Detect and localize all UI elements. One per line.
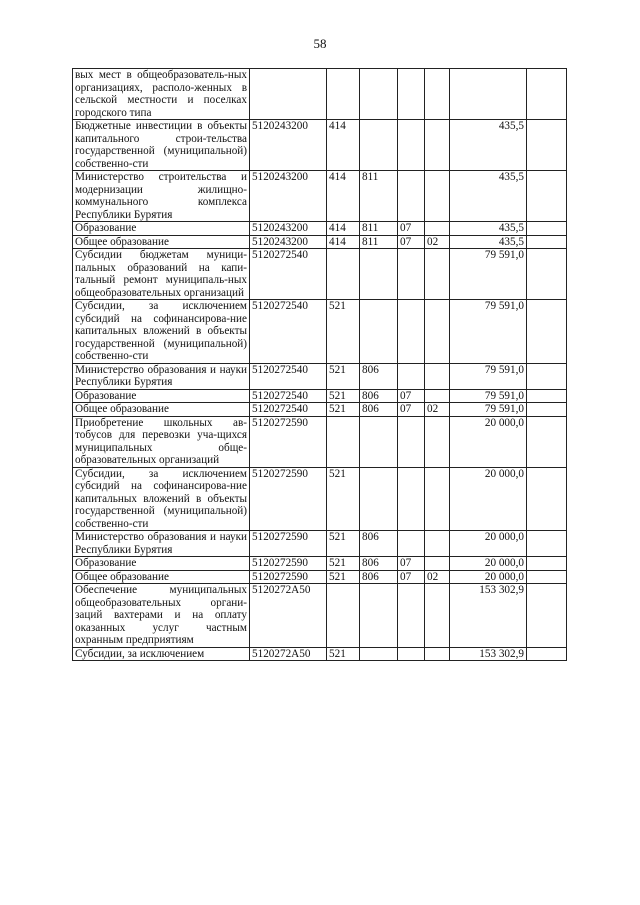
section-code-cell: 07 [398,557,425,571]
budget-holder-code-cell [360,416,398,467]
subsection-code-cell [425,363,450,389]
table-row [73,363,567,389]
section-code-cell [398,120,425,171]
empty-cell [527,222,567,236]
item-name-cell: Субсидии, за исключением субсидий на софинансирова-ние капитальных вложений в объекты государственной (муниципальной) собственно-сти [73,300,250,364]
amount-cell: 20 000,0 [450,416,527,467]
table-row [73,120,567,171]
expense-type-code-cell: 414 [327,222,360,236]
item-name-cell: Субсидии, за исключением [73,647,250,661]
amount-cell: 20 000,0 [450,531,527,557]
budget-holder-code-cell [360,467,398,531]
target-article-code-cell: 5120272540 [250,403,327,417]
expense-type-code-cell: 521 [327,403,360,417]
expense-type-code-cell: 521 [327,300,360,364]
target-article-code-cell: 5120272590 [250,531,327,557]
item-name-cell: Министерство образования и науки Республики Бурятия [73,531,250,557]
section-code-cell: 07 [398,403,425,417]
table-row [73,235,567,249]
table-row [73,222,567,236]
budget-holder-code-cell [360,584,398,648]
target-article-code-cell: 5120272540 [250,249,327,300]
table-row [73,300,567,364]
item-name-cell: Бюджетные инвестиции в объекты капитального строи-тельства государственной (муниципальной) собственно-сти [73,120,250,171]
item-name-cell: Образование [73,389,250,403]
empty-cell [527,363,567,389]
amount-cell: 435,5 [450,120,527,171]
amount-cell [450,69,527,120]
empty-cell [527,403,567,417]
budget-holder-code-cell: 806 [360,403,398,417]
budget-table [72,68,567,661]
subsection-code-cell [425,389,450,403]
table-row [73,249,567,300]
table-body [73,69,567,661]
expense-type-code-cell: 521 [327,531,360,557]
subsection-code-cell [425,120,450,171]
section-code-cell [398,69,425,120]
expense-type-code-cell: 521 [327,647,360,661]
item-name-cell: Образование [73,222,250,236]
table-row [73,467,567,531]
budget-holder-code-cell [360,120,398,171]
empty-cell [527,557,567,571]
subsection-code-cell [425,300,450,364]
section-code-cell [398,584,425,648]
amount-cell: 20 000,0 [450,557,527,571]
target-article-code-cell: 5120243200 [250,235,327,249]
item-name-cell: Министерство образования и науки Республики Бурятия [73,363,250,389]
amount-cell: 20 000,0 [450,467,527,531]
amount-cell: 435,5 [450,171,527,222]
table-row [73,584,567,648]
target-article-code-cell [250,69,327,120]
item-name-cell: Субсидии бюджетам муници-пальных образований на капи-тальный ремонт муниципаль-ных общеобразовательных организаций [73,249,250,300]
section-code-cell [398,171,425,222]
budget-holder-code-cell: 806 [360,531,398,557]
amount-cell: 79 591,0 [450,363,527,389]
table-row [73,69,567,120]
expense-type-code-cell: 521 [327,467,360,531]
section-code-cell [398,647,425,661]
budget-holder-code-cell [360,647,398,661]
target-article-code-cell: 5120272590 [250,557,327,571]
subsection-code-cell [425,222,450,236]
budget-holder-code-cell [360,69,398,120]
target-article-code-cell: 5120243200 [250,171,327,222]
budget-holder-code-cell: 806 [360,363,398,389]
subsection-code-cell [425,171,450,222]
target-article-code-cell: 5120272A50 [250,647,327,661]
expense-type-code-cell: 414 [327,235,360,249]
empty-cell [527,235,567,249]
section-code-cell: 07 [398,570,425,584]
target-article-code-cell: 5120272540 [250,389,327,403]
page-number: 58 [313,36,327,51]
empty-cell [527,467,567,531]
amount-cell: 79 591,0 [450,389,527,403]
item-name-cell: Общее образование [73,235,250,249]
expense-type-code-cell: 414 [327,120,360,171]
item-name-cell: Обеспечение муниципальных общеобразовательных органи-заций вахтерами и на оплату оказанных услуг частным охранным предприятиям [73,584,250,648]
empty-cell [527,416,567,467]
section-code-cell [398,363,425,389]
table-row [73,647,567,661]
table-row [73,389,567,403]
section-code-cell: 07 [398,222,425,236]
target-article-code-cell: 5120243200 [250,222,327,236]
subsection-code-cell [425,69,450,120]
table-row [73,570,567,584]
subsection-code-cell [425,557,450,571]
table-row [73,171,567,222]
target-article-code-cell: 5120272540 [250,363,327,389]
budget-holder-code-cell [360,300,398,364]
expense-type-code-cell [327,584,360,648]
expense-type-code-cell [327,249,360,300]
amount-cell: 435,5 [450,222,527,236]
amount-cell: 153 302,9 [450,584,527,648]
target-article-code-cell: 5120272540 [250,300,327,364]
expense-type-code-cell [327,416,360,467]
section-code-cell [398,467,425,531]
amount-cell: 435,5 [450,235,527,249]
subsection-code-cell [425,467,450,531]
budget-holder-code-cell: 806 [360,570,398,584]
target-article-code-cell: 5120272590 [250,467,327,531]
subsection-code-cell [425,584,450,648]
section-code-cell: 07 [398,235,425,249]
subsection-code-cell: 02 [425,570,450,584]
item-name-cell: Общее образование [73,570,250,584]
item-name-cell: Субсидии, за исключением субсидий на софинансирова-ние капитальных вложений в объекты государственной (муниципальной) собственно-сти [73,467,250,531]
target-article-code-cell: 5120272590 [250,570,327,584]
budget-holder-code-cell: 806 [360,389,398,403]
amount-cell: 20 000,0 [450,570,527,584]
empty-cell [527,531,567,557]
subsection-code-cell [425,647,450,661]
item-name-cell: Общее образование [73,403,250,417]
expense-type-code-cell: 521 [327,363,360,389]
budget-holder-code-cell: 811 [360,222,398,236]
subsection-code-cell: 02 [425,403,450,417]
expense-type-code-cell: 521 [327,570,360,584]
subsection-code-cell [425,249,450,300]
budget-holder-code-cell: 806 [360,557,398,571]
empty-cell [527,249,567,300]
section-code-cell [398,416,425,467]
empty-cell [527,389,567,403]
item-name-cell: вых мест в общеобразователь-ных организациях, располо-женных в сельской местности и поселках городского типа [73,69,250,120]
item-name-cell: Министерство строительства и модернизации жилищно-коммунального комплекса Республики Бурятия [73,171,250,222]
target-article-code-cell: 5120272590 [250,416,327,467]
section-code-cell [398,300,425,364]
expense-type-code-cell: 521 [327,389,360,403]
subsection-code-cell [425,416,450,467]
expense-type-code-cell [327,69,360,120]
empty-cell [527,570,567,584]
target-article-code-cell: 5120272A50 [250,584,327,648]
table-row [73,557,567,571]
empty-cell [527,647,567,661]
table-row [73,531,567,557]
budget-holder-code-cell [360,249,398,300]
target-article-code-cell: 5120243200 [250,120,327,171]
amount-cell: 79 591,0 [450,403,527,417]
subsection-code-cell: 02 [425,235,450,249]
table-row [73,403,567,417]
expense-type-code-cell: 414 [327,171,360,222]
amount-cell: 79 591,0 [450,249,527,300]
budget-holder-code-cell: 811 [360,235,398,249]
expense-type-code-cell: 521 [327,557,360,571]
section-code-cell [398,249,425,300]
subsection-code-cell [425,531,450,557]
item-name-cell: Приобретение школьных ав-тобусов для перевозки уча-щихся муниципальных обще-образовательных организаций [73,416,250,467]
table-row [73,416,567,467]
budget-holder-code-cell: 811 [360,171,398,222]
amount-cell: 153 302,9 [450,647,527,661]
empty-cell [527,300,567,364]
item-name-cell: Образование [73,557,250,571]
amount-cell: 79 591,0 [450,300,527,364]
empty-cell [527,69,567,120]
section-code-cell: 07 [398,389,425,403]
empty-cell [527,584,567,648]
empty-cell [527,171,567,222]
empty-cell [527,120,567,171]
section-code-cell [398,531,425,557]
